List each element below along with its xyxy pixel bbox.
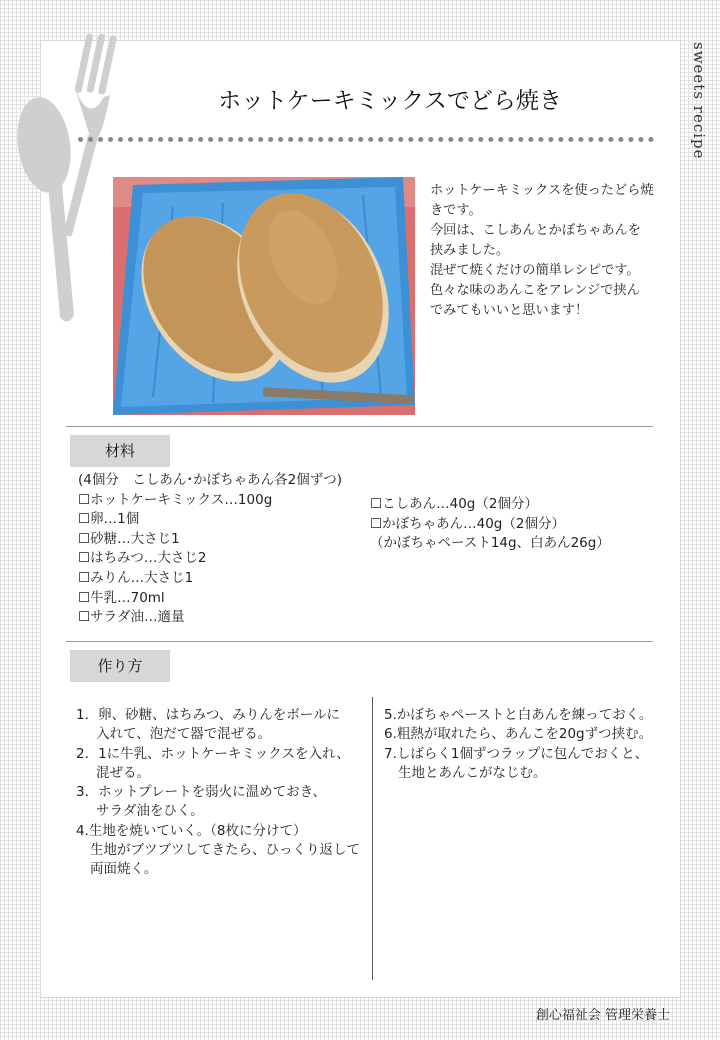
step-item [384,725,652,744]
ingredients-left [78,471,342,628]
serving-note: (4個分 こしあん･かぼちゃあん各2個ずつ) [78,472,342,488]
ingredient-note: （かぼちゃペースト14g、白あん26g） [370,535,610,552]
side-tag: sweets recipe [690,42,708,160]
ingredients-heading: 材料 [70,435,170,467]
step-line: 6.粗熱が取れたら、あんこを20gずつ挟む。 [384,726,653,743]
step-item [384,745,652,784]
page-title: ホットケーキミックスでどら焼き [218,88,562,114]
step-line: 4.生地を焼いていく。（8枚に分けて） [76,822,307,839]
ingredients-right [370,495,610,554]
section-divider [66,426,653,427]
footer-credit: 創心福祉会 管理栄養士 [535,1008,670,1023]
ingredient-item: ☐砂糖…大さじ1 [78,530,180,547]
dotted-divider [78,137,654,142]
step-item [76,822,360,880]
method-heading: 作り方 [70,650,170,682]
ingredient-item: ☐こしあん…40g（2個分） [370,496,538,512]
step-line: サラダ油をひく。 [96,803,204,820]
steps-right [384,706,652,783]
step-item [76,745,360,784]
dorayaki-photo [113,177,415,415]
step-line: 1．卵、砂糖、はちみつ、みりんをボールに [76,707,341,723]
step-line: 両面焼く。 [90,861,158,878]
ingredient-item: ☐はちみつ…大さじ2 [78,550,207,567]
step-line: 生地がブツブツしてきたら、ひっくり返して [90,842,360,859]
spoon-fork-icon [12,25,127,335]
step-item [76,706,360,745]
ingredient-item: ☐ホットケーキミックス…100g [78,491,273,508]
ingredient-item: ☐かぼちゃあん…40g（2個分） [370,515,565,532]
section-divider [66,641,653,642]
step-line: 7.しばらく1個ずつラップに包んでおくと、 [384,745,649,762]
ingredient-item: ☐みりん…大さじ1 [78,569,194,586]
step-item [76,783,360,822]
step-line: 5.かぼちゃペーストと白あんを練っておく。 [384,707,653,723]
step-line: 生地とあんこがなじむ。 [398,764,547,781]
step-line: 3．ホットプレートを弱火に温めておき、 [76,784,327,801]
step-line: 混ぜる。 [96,764,150,781]
column-divider [372,697,373,980]
ingredient-item: ☐サラダ油…適量 [78,609,185,626]
step-item [384,706,652,725]
step-line: 2．1に牛乳、ホットケーキミックスを入れ、 [76,745,350,762]
ingredient-item: ☐牛乳…70ml [78,589,165,606]
step-line: 入れて、泡だて器で混ぜる。 [96,726,272,743]
ingredient-item: ☐卵…1個 [78,511,140,528]
intro-text: ホットケーキミックスを使ったどら焼 きです。 今回は、こしあんとかぼちゃあんを 挟みました。 混ぜて焼くだけの簡単レシピです。 色々な味のあんこをアレンジで挟ん でみてもいいと思います！ [430,183,654,318]
steps-left [76,706,360,880]
